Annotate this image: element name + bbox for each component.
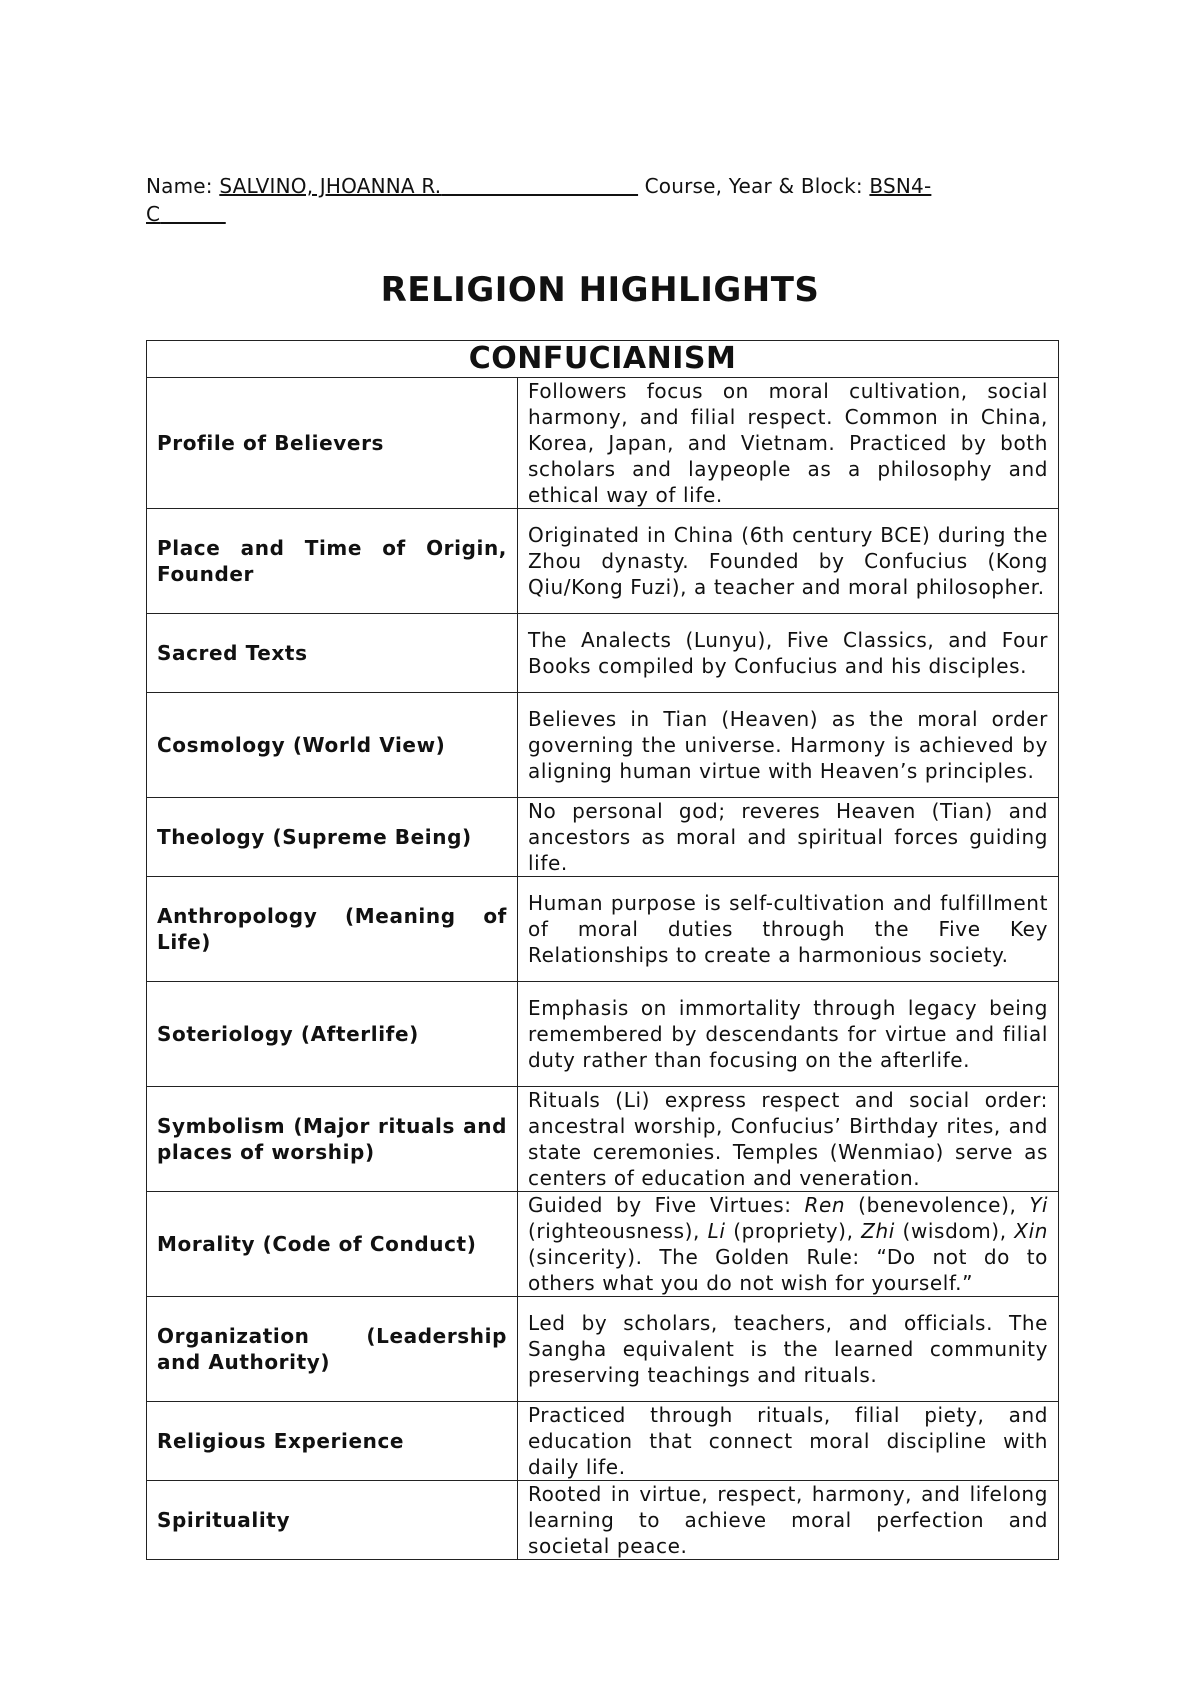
- row-description: Rituals (Li) express respect and social order: ancestral worship, Confucius’ Birthday rites, and state ceremonies. Temples (Wenmiao) serve as centers of education and veneration.: [518, 1087, 1059, 1192]
- row-description: Human purpose is self-cultivation and fulfillment of moral duties through the Five Key Relationships to create a harmonious society.: [518, 877, 1059, 982]
- virtue-ren: Ren: [804, 1193, 846, 1217]
- table-row: [147, 1481, 1059, 1560]
- row-description: Believes in Tian (Heaven) as the moral order governing the universe. Harmony is achieved by aligning human virtue with Heaven’s principles.: [518, 693, 1059, 798]
- name-value: SALVINO, JHOANNA R.: [219, 174, 442, 198]
- row-label: Profile of Believers: [147, 378, 518, 509]
- name-label: Name:: [146, 174, 220, 198]
- row-label: Sacred Texts: [147, 614, 518, 693]
- row-label: Spirituality: [147, 1481, 518, 1560]
- row-description: The Analects (Lunyu), Five Classics, and Four Books compiled by Confucius and his disciples.: [518, 614, 1059, 693]
- row-description: Originated in China (6th century BCE) during the Zhou dynasty. Founded by Confucius (Kong Qiu/Kong Fuzi), a teacher and moral philosopher.: [518, 509, 1059, 614]
- table-row: [147, 693, 1059, 798]
- table-row: [147, 1402, 1059, 1481]
- row-label: Place and Time of Origin, Founder: [147, 509, 518, 614]
- row-description: Emphasis on immortality through legacy being remembered by descendants for virtue and filial duty rather than focusing on the afterlife.: [518, 982, 1059, 1087]
- morality-text: (sincerity). The Golden Rule: “Do not do to others what you do not wish for yourself.”: [528, 1245, 1049, 1295]
- row-label: Anthropology (Meaning of Life): [147, 877, 518, 982]
- document-title: RELIGION HIGHLIGHTS: [380, 270, 820, 310]
- name-blank-line: [441, 174, 638, 198]
- table-row: [147, 798, 1059, 877]
- morality-text: (benevolence),: [845, 1193, 1030, 1217]
- morality-text: (propriety),: [725, 1219, 862, 1243]
- table-row: [147, 982, 1059, 1087]
- table-row: [147, 877, 1059, 982]
- course-value-continued: C: [146, 202, 161, 226]
- row-description: No personal god; reveres Heaven (Tian) and ancestors as moral and spiritual forces guiding life.: [518, 798, 1059, 877]
- row-label: Organization (Leadership and Authority): [147, 1297, 518, 1402]
- row-description: Practiced through rituals, filial piety, and education that connect moral discipline with daily life.: [518, 1402, 1059, 1481]
- virtue-yi: Yi: [1029, 1193, 1049, 1217]
- virtue-zhi: Zhi: [861, 1219, 895, 1243]
- table-heading-row: [147, 341, 1059, 378]
- course-blank-line: [160, 202, 226, 226]
- row-label: Cosmology (World View): [147, 693, 518, 798]
- table-row: [147, 1297, 1059, 1402]
- morality-text: (wisdom),: [894, 1219, 1015, 1243]
- table-row: [147, 509, 1059, 614]
- morality-text: (righteousness),: [528, 1219, 708, 1243]
- row-description: Followers focus on moral cultivation, social harmony, and filial respect. Common in China, Korea, Japan, and Vietnam. Practiced by both scholars and laypeople as a philosophy and ethical way of life.: [518, 378, 1059, 509]
- row-label: Soteriology (Afterlife): [147, 982, 518, 1087]
- table-row: [147, 1192, 1059, 1297]
- table-row: [147, 614, 1059, 693]
- table-row: [147, 1087, 1059, 1192]
- row-label: Theology (Supreme Being): [147, 798, 518, 877]
- virtue-li: Li: [707, 1219, 726, 1243]
- course-label: Course, Year & Block:: [638, 174, 870, 198]
- row-label: Symbolism (Major rituals and places of worship): [147, 1087, 518, 1192]
- morality-text: Guided by Five Virtues:: [528, 1193, 805, 1217]
- row-description: Led by scholars, teachers, and officials. The Sangha equivalent is the learned community preserving teachings and rituals.: [518, 1297, 1059, 1402]
- course-value: BSN4-: [869, 174, 932, 198]
- virtue-xin: Xin: [1014, 1219, 1049, 1243]
- row-description: [518, 1192, 1059, 1297]
- religion-name: CONFUCIANISM: [147, 341, 1059, 378]
- table-row: [147, 378, 1059, 509]
- religion-table: [146, 340, 1059, 1560]
- student-header: [146, 172, 986, 228]
- row-label: Morality (Code of Conduct): [147, 1192, 518, 1297]
- row-description: Rooted in virtue, respect, harmony, and lifelong learning to achieve moral perfection and societal peace.: [518, 1481, 1059, 1560]
- row-label: Religious Experience: [147, 1402, 518, 1481]
